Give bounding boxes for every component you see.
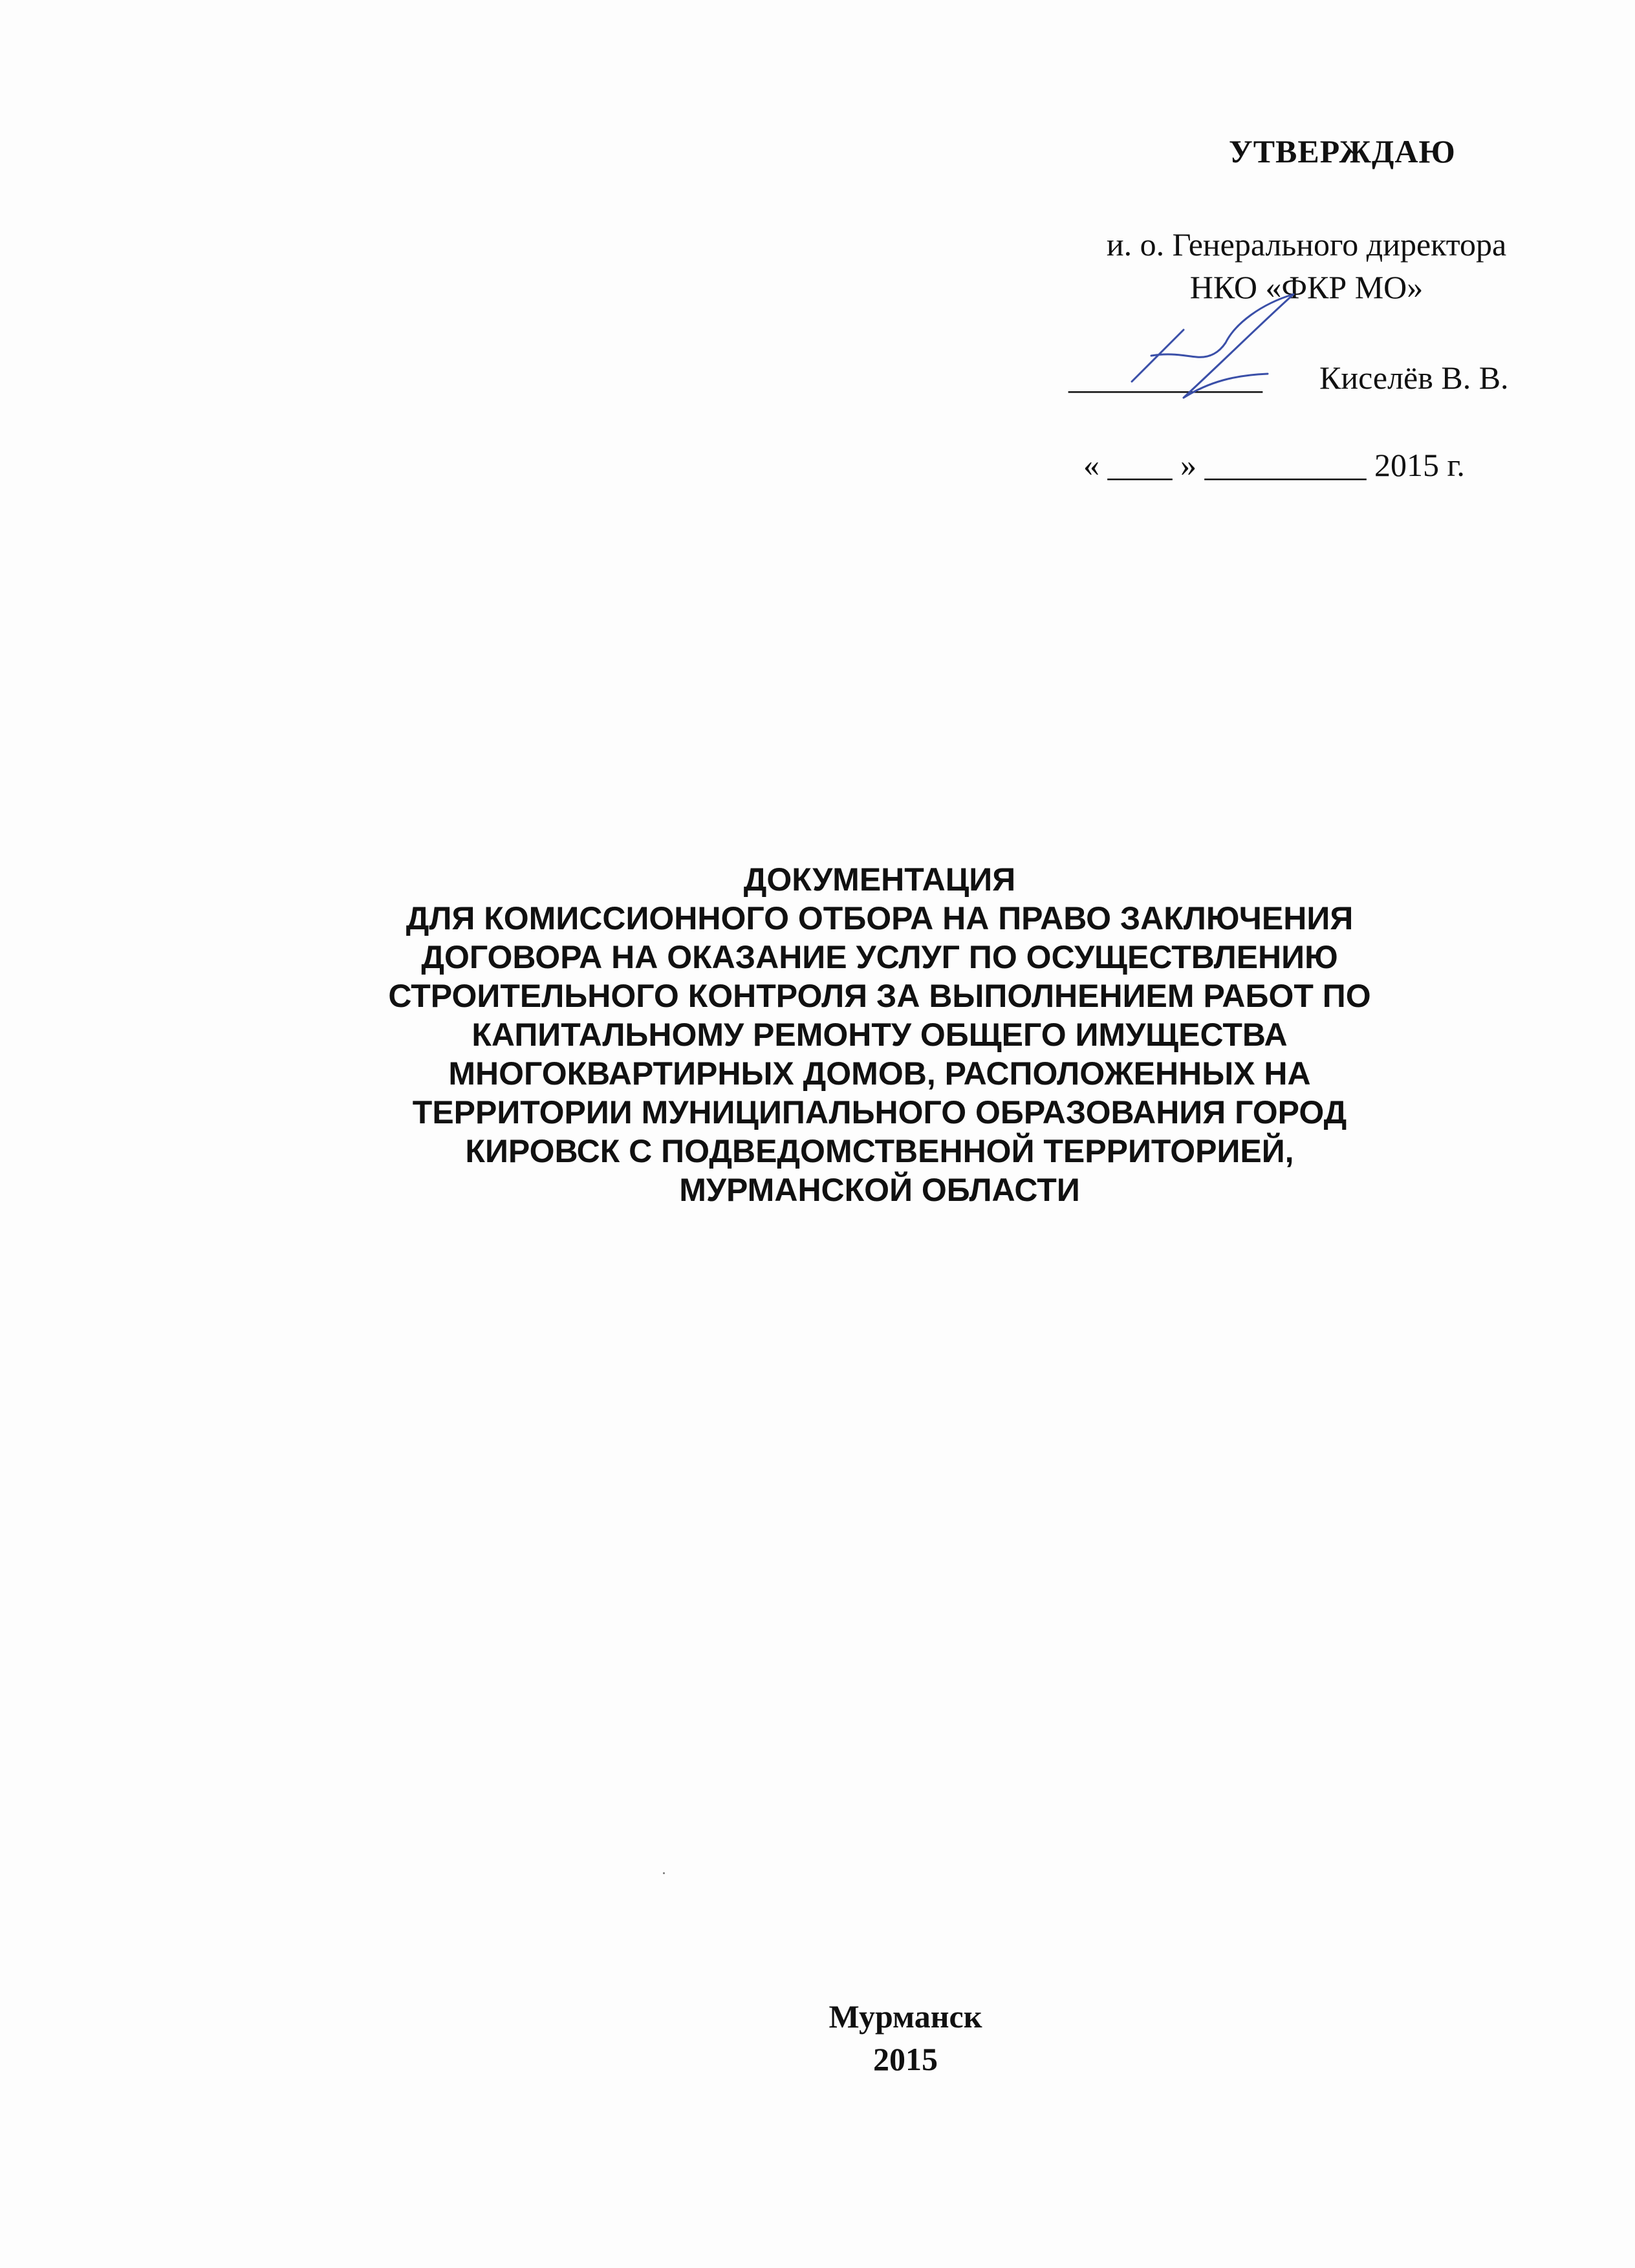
document-title-line: КИРОВСК С ПОДВЕДОМСТВЕННОЙ ТЕРРИТОРИЕЙ, — [465, 1133, 1294, 1169]
document-title-line: ТЕРРИТОРИИ МУНИЦИПАЛЬНОГО ОБРАЗОВАНИЯ ГОРОД — [412, 1094, 1347, 1130]
approval-date-line: « ____ » __________ 2015 г. — [1083, 447, 1465, 483]
document-title-line: МНОГОКВАРТИРНЫХ ДОМОВ, РАСПОЛОЖЕННЫХ НА — [448, 1055, 1311, 1092]
document-title-line: ДОКУМЕНТАЦИЯ — [743, 861, 1016, 898]
handwritten-signature — [1112, 285, 1345, 414]
document-footer — [711, 1995, 1099, 2080]
approval-role-line-2: НКО «ФКР МО» — [1189, 269, 1424, 305]
document-title — [246, 860, 1513, 1209]
document-title-line: МУРМАНСКОЙ ОБЛАСТИ — [679, 1172, 1080, 1208]
approval-title: УТВЕРЖДАЮ — [1229, 133, 1456, 169]
footer-year: 2015 — [873, 2041, 938, 2077]
approval-role-line-1: и. о. Генерального директора — [1106, 226, 1507, 263]
footer-city: Мурманск — [828, 1998, 982, 2035]
document-title-line: СТРОИТЕЛЬНОГО КОНТРОЛЯ ЗА ВЫПОЛНЕНИЕМ РАБОТ ПО — [388, 978, 1371, 1014]
document-title-line: ДОГОВОРА НА ОКАЗАНИЕ УСЛУГ ПО ОСУЩЕСТВЛЕНИЮ — [421, 939, 1338, 975]
document-title-line: КАПИТАЛЬНОМУ РЕМОНТУ ОБЩЕГО ИМУЩЕСТВА — [471, 1017, 1288, 1053]
document-title-line: ДЛЯ КОМИССИОННОГО ОТБОРА НА ПРАВО ЗАКЛЮЧЕНИЯ — [406, 900, 1354, 936]
scan-speck — [663, 1872, 665, 1874]
signature-line: ____________ — [1068, 360, 1262, 396]
signer-name: Киселёв В. В. — [1319, 360, 1509, 396]
